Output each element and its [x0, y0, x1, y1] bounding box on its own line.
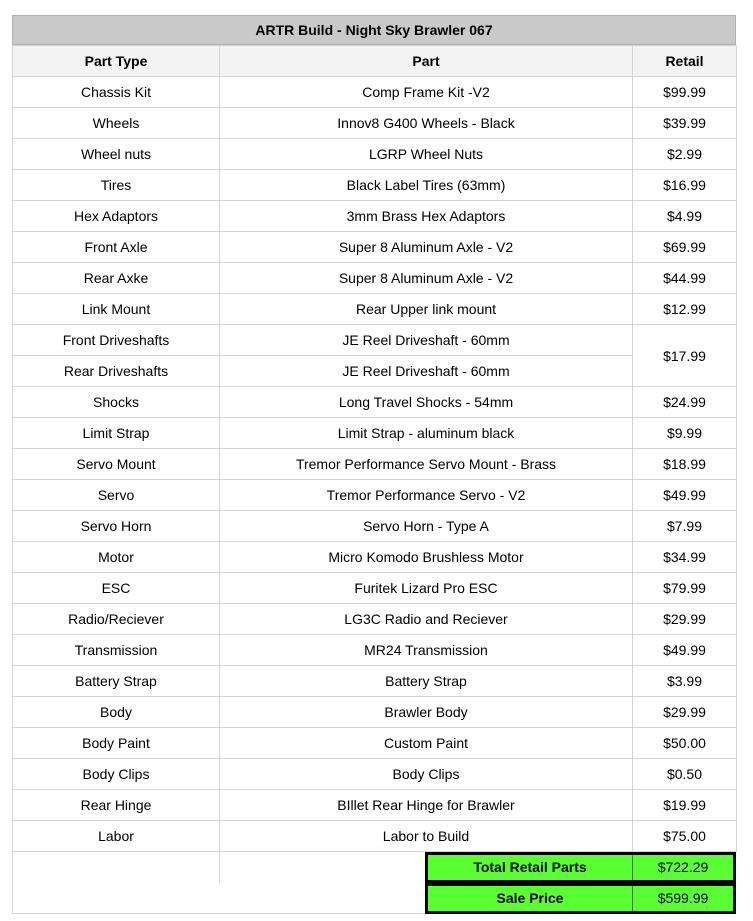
column-header-retail[interactable]: Retail [633, 46, 737, 77]
table-row [13, 263, 737, 294]
part-cell[interactable]: Furitek Lizard Pro ESC [220, 573, 633, 604]
table-row [13, 387, 737, 418]
table-row [13, 604, 737, 635]
retail-cell[interactable]: $79.99 [633, 573, 737, 604]
part-cell[interactable]: Tremor Performance Servo - V2 [220, 480, 633, 511]
part-cell[interactable]: Black Label Tires (63mm) [220, 170, 633, 201]
part-type-cell[interactable]: Front Axle [13, 232, 220, 263]
retail-cell[interactable]: $75.00 [633, 821, 737, 852]
table-row [13, 697, 737, 728]
totals-block [425, 852, 736, 914]
part-cell[interactable]: Super 8 Aluminum Axle - V2 [220, 232, 633, 263]
table-row [13, 418, 737, 449]
retail-cell[interactable]: $39.99 [633, 108, 737, 139]
retail-cell[interactable]: $19.99 [633, 790, 737, 821]
part-cell[interactable]: LGRP Wheel Nuts [220, 139, 633, 170]
part-type-cell[interactable]: Wheels [13, 108, 220, 139]
table-row [13, 728, 737, 759]
part-cell[interactable]: Long Travel Shocks - 54mm [220, 387, 633, 418]
table-row [13, 294, 737, 325]
retail-cell[interactable]: $24.99 [633, 387, 737, 418]
retail-cell[interactable]: $44.99 [633, 263, 737, 294]
part-type-cell[interactable]: Rear Hinge [13, 790, 220, 821]
sale-price-value[interactable]: $599.99 [657, 890, 709, 906]
retail-cell[interactable]: $9.99 [633, 418, 737, 449]
part-cell[interactable]: LG3C Radio and Reciever [220, 604, 633, 635]
part-type-cell[interactable]: Limit Strap [13, 418, 220, 449]
table-row [13, 201, 737, 232]
part-cell[interactable]: Comp Frame Kit -V2 [220, 77, 633, 108]
table-row [13, 449, 737, 480]
retail-cell[interactable]: $12.99 [633, 294, 737, 325]
part-type-cell[interactable]: Front Driveshafts [13, 325, 220, 356]
totals-area [12, 852, 736, 914]
column-header-part-type[interactable]: Part Type [13, 46, 220, 77]
part-type-cell[interactable]: Wheel nuts [13, 139, 220, 170]
table-row [13, 325, 737, 356]
part-type-cell[interactable]: ESC [13, 573, 220, 604]
sale-price-row [425, 883, 736, 914]
sheet-title[interactable]: ARTR Build - Night Sky Brawler 067 [12, 15, 736, 45]
part-type-cell[interactable]: Servo [13, 480, 220, 511]
retail-cell[interactable]: $29.99 [633, 604, 737, 635]
table-row [13, 170, 737, 201]
part-type-cell[interactable]: Hex Adaptors [13, 201, 220, 232]
retail-cell[interactable]: $34.99 [633, 542, 737, 573]
part-type-cell[interactable]: Shocks [13, 387, 220, 418]
table-row [13, 108, 737, 139]
header-row [13, 46, 737, 77]
part-type-cell[interactable]: Labor [13, 821, 220, 852]
part-type-cell[interactable]: Rear Driveshafts [13, 356, 220, 387]
retail-cell[interactable]: $17.99 [633, 325, 737, 387]
part-cell[interactable]: MR24 Transmission [220, 635, 633, 666]
retail-cell[interactable]: $99.99 [633, 77, 737, 108]
part-type-cell[interactable]: Rear Axke [13, 263, 220, 294]
retail-cell[interactable]: $29.99 [633, 697, 737, 728]
table-row [13, 759, 737, 790]
retail-cell[interactable]: $18.99 [633, 449, 737, 480]
total-retail-value[interactable]: $722.29 [657, 859, 709, 875]
retail-cell[interactable]: $2.99 [633, 139, 737, 170]
total-retail-row [425, 852, 736, 883]
part-cell[interactable]: Micro Komodo Brushless Motor [220, 542, 633, 573]
table-row [13, 666, 737, 697]
table-row [13, 356, 737, 387]
table-row [13, 232, 737, 263]
column-header-part[interactable]: Part [220, 46, 633, 77]
part-cell[interactable]: BIllet Rear Hinge for Brawler [220, 790, 633, 821]
table-row [13, 635, 737, 666]
part-cell[interactable]: Custom Paint [220, 728, 633, 759]
part-cell[interactable]: JE Reel Driveshaft - 60mm [220, 356, 633, 387]
parts-table [12, 45, 737, 852]
part-cell[interactable]: Tremor Performance Servo Mount - Brass [220, 449, 633, 480]
table-row [13, 139, 737, 170]
part-type-cell[interactable]: Body [13, 697, 220, 728]
retail-cell[interactable]: $7.99 [633, 511, 737, 542]
sale-price-label[interactable]: Sale Price [428, 886, 633, 911]
table-row [13, 790, 737, 821]
part-cell[interactable]: Battery Strap [220, 666, 633, 697]
part-type-cell[interactable]: Body Clips [13, 759, 220, 790]
part-cell[interactable]: Brawler Body [220, 697, 633, 728]
part-type-cell[interactable]: Servo Mount [13, 449, 220, 480]
table-row [13, 511, 737, 542]
part-cell[interactable]: Rear Upper link mount [220, 294, 633, 325]
retail-cell[interactable]: $50.00 [633, 728, 737, 759]
table-row [13, 480, 737, 511]
part-cell[interactable]: JE Reel Driveshaft - 60mm [220, 325, 633, 356]
part-cell[interactable]: Super 8 Aluminum Axle - V2 [220, 263, 633, 294]
part-cell[interactable]: Limit Strap - aluminum black [220, 418, 633, 449]
part-cell[interactable]: Servo Horn - Type A [220, 511, 633, 542]
part-cell[interactable]: 3mm Brass Hex Adaptors [220, 201, 633, 232]
part-type-cell[interactable]: Transmission [13, 635, 220, 666]
part-type-cell[interactable]: Tires [13, 170, 220, 201]
table-row [13, 821, 737, 852]
part-type-cell[interactable]: Servo Horn [13, 511, 220, 542]
part-type-cell[interactable]: Radio/Reciever [13, 604, 220, 635]
retail-cell[interactable]: $0.50 [633, 759, 737, 790]
part-type-cell[interactable]: Body Paint [13, 728, 220, 759]
table-row [13, 573, 737, 604]
part-cell[interactable]: Labor to Build [220, 821, 633, 852]
part-type-cell[interactable]: Battery Strap [13, 666, 220, 697]
cell-divider [219, 852, 220, 883]
total-retail-label[interactable]: Total Retail Parts [428, 855, 633, 880]
part-type-cell[interactable]: Link Mount [13, 294, 220, 325]
table-body [13, 77, 737, 852]
spreadsheet [12, 15, 736, 914]
retail-cell[interactable]: $49.99 [633, 480, 737, 511]
retail-cell[interactable]: $4.99 [633, 201, 737, 232]
retail-cell[interactable]: $49.99 [633, 635, 737, 666]
part-cell[interactable]: Body Clips [220, 759, 633, 790]
retail-cell[interactable]: $3.99 [633, 666, 737, 697]
table-row [13, 77, 737, 108]
part-type-cell[interactable]: Motor [13, 542, 220, 573]
retail-cell[interactable]: $69.99 [633, 232, 737, 263]
part-cell[interactable]: Innov8 G400 Wheels - Black [220, 108, 633, 139]
table-row [13, 542, 737, 573]
part-type-cell[interactable]: Chassis Kit [13, 77, 220, 108]
retail-cell[interactable]: $16.99 [633, 170, 737, 201]
